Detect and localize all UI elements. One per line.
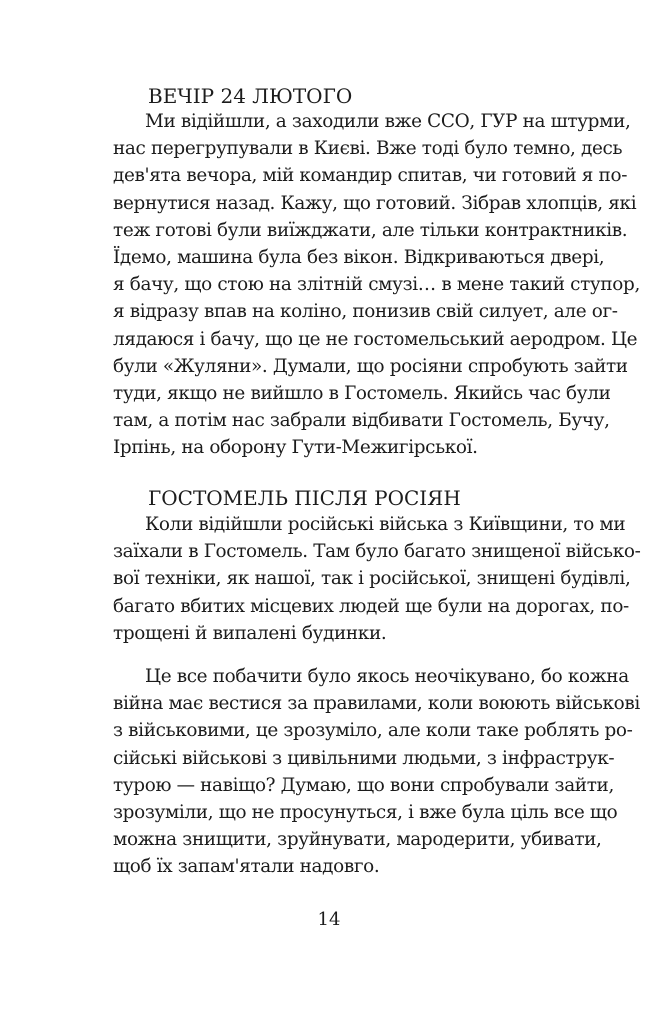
text-line: вої техніки, як нашої, так і російської, знищені будівлі, [113, 568, 631, 590]
text-line: я бачу, що стою на злітній смузі… в мене такий ступор, [113, 274, 640, 296]
text-line: я відразу впав на коліно, понизив свій силует, але ог- [113, 301, 618, 323]
text-line: сійські військові з цивільними людьми, з інфраструк- [113, 747, 615, 769]
section-heading-evening-feb-24: ВЕЧІР 24 ЛЮТОГО [148, 84, 353, 108]
text-line: зрозуміли, що не просунуться, і вже була ціль все що [113, 801, 618, 823]
text-line: турою — навіщо? Думаю, що вони спробували зайти, [113, 774, 614, 796]
text-line: щоб їх запам'ятали надовго. [113, 856, 380, 878]
text-line: були «Жуляни». Думали, що росіяни спробують зайти [113, 355, 628, 377]
text-line: Ірпінь, на оборону Гути-Межигірської. [113, 437, 478, 459]
text-line: Це все побачити було якось неочікувано, бо кожна [145, 666, 629, 687]
text-line: дев'ята вечора, мій командир спитав, чи готовий я по- [113, 165, 628, 187]
page-number: 14 [317, 909, 341, 930]
text-line: лядаюся і бачу, що це не гостомельський аеродром. Це [113, 328, 638, 350]
text-line: можна знищити, зруйнувати, мародерити, убивати, [113, 829, 602, 851]
text-line: заїхали в Гостомель. Там було багато знищеної військо- [113, 541, 641, 563]
text-line: багато вбитих місцевих людей ще були на дорогах, по- [113, 595, 629, 617]
paragraph-hostomel-1 [113, 511, 641, 647]
text-line: війна має вестися за правилами, коли воюють військові [113, 693, 640, 715]
text-line: там, а потім нас забрали відбивати Гостомель, Бучу, [113, 410, 610, 432]
text-line: Коли відійшли російські війська з Київщини, то ми [145, 514, 626, 535]
text-line: з військовими, це зрозуміло, але коли таке роблять ро- [113, 720, 633, 742]
text-line: туди, якщо не вийшло в Гостомель. Якийсь час були [113, 382, 611, 404]
text-line: вернутися назад. Кажу, що готовий. Зібрав хлопців, які [113, 192, 637, 214]
text-line: Ми відійшли, а заходили вже ССО, ГУР на штурми, [145, 111, 631, 132]
paragraph-hostomel-2 [113, 663, 640, 881]
text-line: теж готові були виїжджати, але тільки контрактників. [113, 219, 628, 241]
text-line: трощені й випалені будинки. [113, 622, 387, 644]
text-line: нас перегрупували в Києві. Вже тоді було темно, десь [113, 138, 623, 160]
paragraph-evening-feb-24 [113, 108, 640, 461]
section-heading-hostomel-after: ГОСТОМЕЛЬ ПІСЛЯ РОСІЯН [148, 486, 461, 510]
text-line: Їдемо, машина була без вікон. Відкриваються двері, [113, 246, 605, 268]
